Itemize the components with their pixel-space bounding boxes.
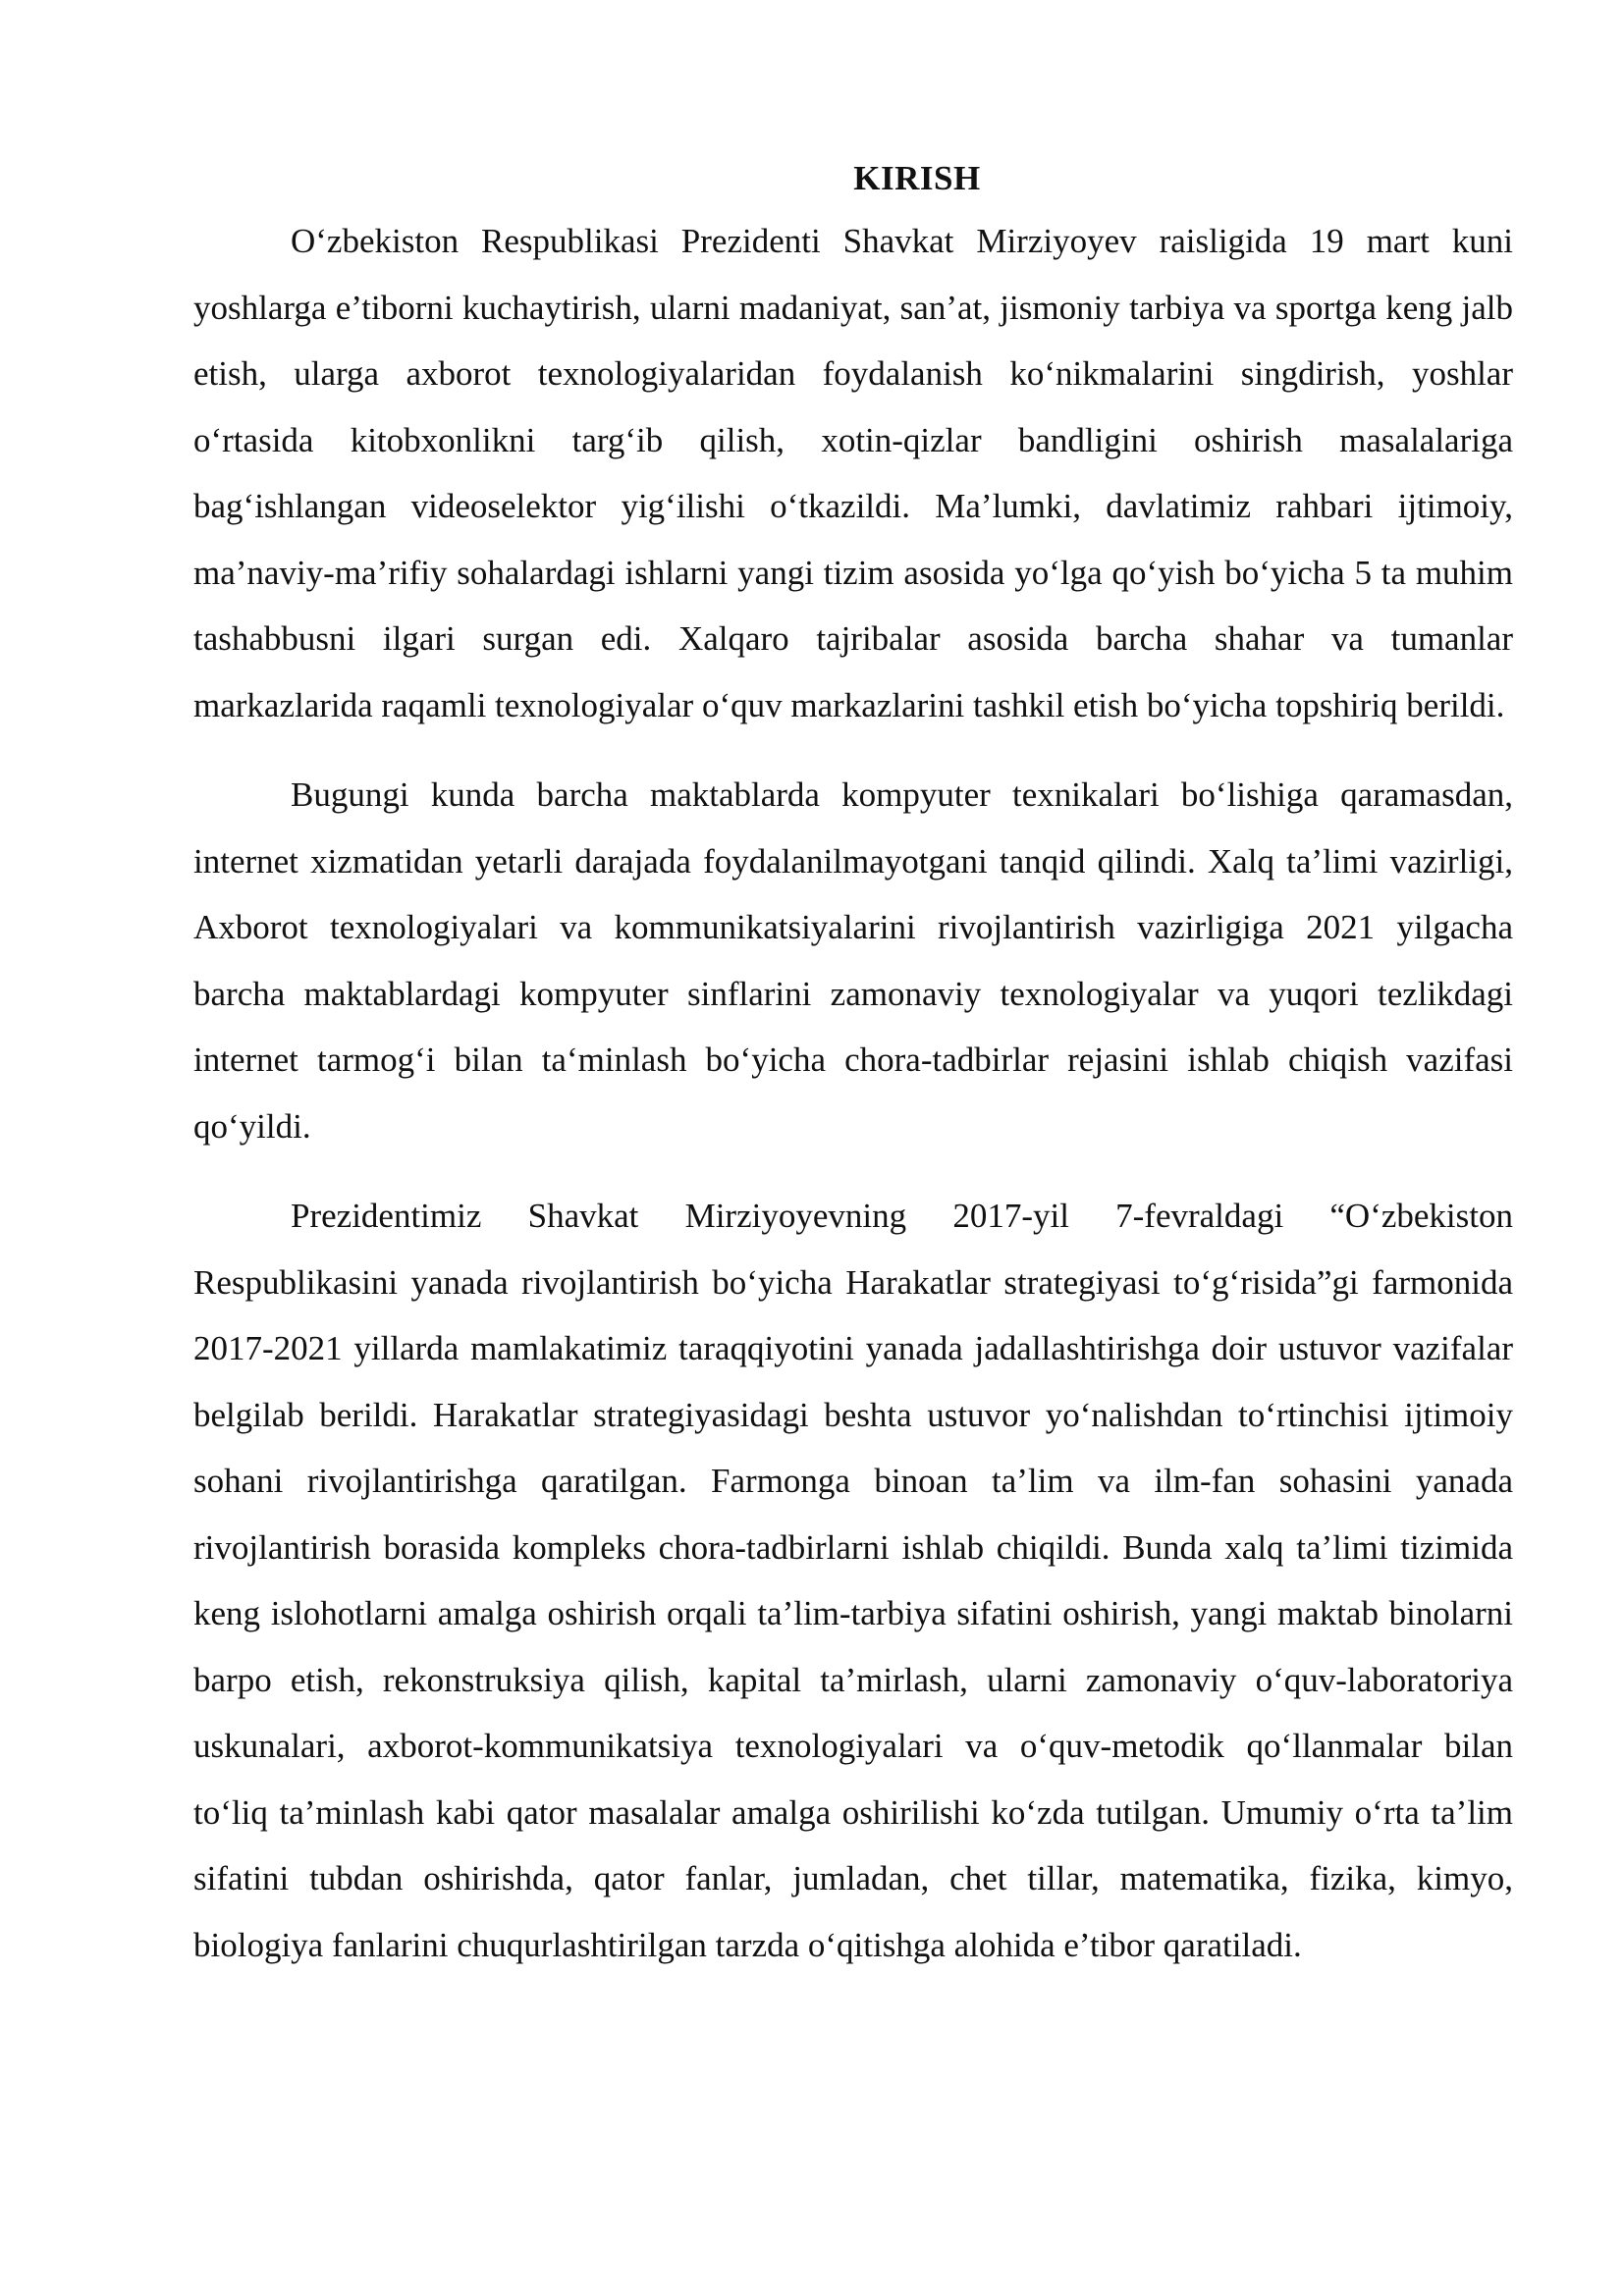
paragraph-2: Bugungi kunda barcha maktablarda kompyuter texnikalari bo‘lishiga qaramasdan, internet xizmatidan yetarli darajada foydalanilmayotgani tanqid qilindi. Xalq ta’limi vazirligi, Axborot texnologiyalari va kommunikatsiyalarini rivojlantirish vazirligiga 2021 yilgacha barcha maktablardagi kompyuter sinflarini zamonaviy texnologiyalar va yuqori tezlikdagi internet tarmog‘i bilan ta‘minlash bo‘yicha chora-tadbirlar rejasini ishlab chiqish vazifasi qo‘yildi. [193,775,1513,1146]
page-title: KIRISH [853,159,981,197]
paragraph-3: Prezidentimiz Shavkat Mirziyoyevning 2017-yil 7-fevraldagi “O‘zbekiston Respublikasini yanada rivojlantirish bo‘yicha Harakatlar strategiyasi to‘g‘risida”gi farmonida 2017-2021 yillarda mamlakatimiz taraqqiyotini yanada jadallashtirishga doir ustuvor vazifalar belgilab berildi. Harakatlar strategiyasidagi beshta ustuvor yo‘nalishdan to‘rtinchisi ijtimoiy sohani rivojlantirishga qaratilgan. Farmonga binoan ta’lim va ilm-fan sohasini yanada rivojlantirish borasida kompleks chora-tadbirlarni ishlab chiqildi. Bunda xalq ta’limi tizimida keng islohotlarni amalga oshirish orqali ta’lim-tarbiya sifatini oshirish, yangi maktab binolarni barpo etish, rekonstruksiya qilish, kapital ta’mirlash, ularni zamonaviy o‘quv-laboratoriya uskunalari, axborot-kommunikatsiya texnologiyalari va o‘quv-metodik qo‘llanmalar bilan to‘liq ta’minlash kabi qator masalalar amalga oshirilishi ko‘zda tutilgan. Umumiy o‘rta ta’lim sifatini tubdan oshirishda, qator fanlar, jumladan, chet tillar, matematika, fizika, kimyo, biologiya fanlarini chuqurlashtirilgan tarzda o‘qitishga alohida e’tibor qaratiladi. [193,1197,1513,1964]
document-body [193,149,1513,1978]
paragraph-1: O‘zbekiston Respublikasi Prezidenti Shavkat Mirziyoyev raisligida 19 mart kuni yoshlarga e’tiborni kuchaytirish, ularni madaniyat, san’at, jismoniy tarbiya va sportga keng jalb etish, ularga axborot texnologiyalaridan foydalanish ko‘nikmalarini singdirish, yoshlar o‘rtasida kitobxonlikni targ‘ib qilish, xotin-qizlar bandligini oshirish masalalariga bag‘ishlangan videoselektor yig‘ilishi o‘tkazildi. Ma’lumki, davlatimiz rahbari ijtimoiy, ma’naviy-ma’rifiy sohalardagi ishlarni yangi tizim asosida yo‘lga qo‘yish bo‘yicha 5 ta muhim tashabbusni ilgari surgan edi. Xalqaro tajribalar asosida barcha shahar va tumanlar markazlarida raqamli texnologiyalar o‘quv markazlarini tashkil etish bo‘yicha topshiriq berildi. [193,222,1513,724]
